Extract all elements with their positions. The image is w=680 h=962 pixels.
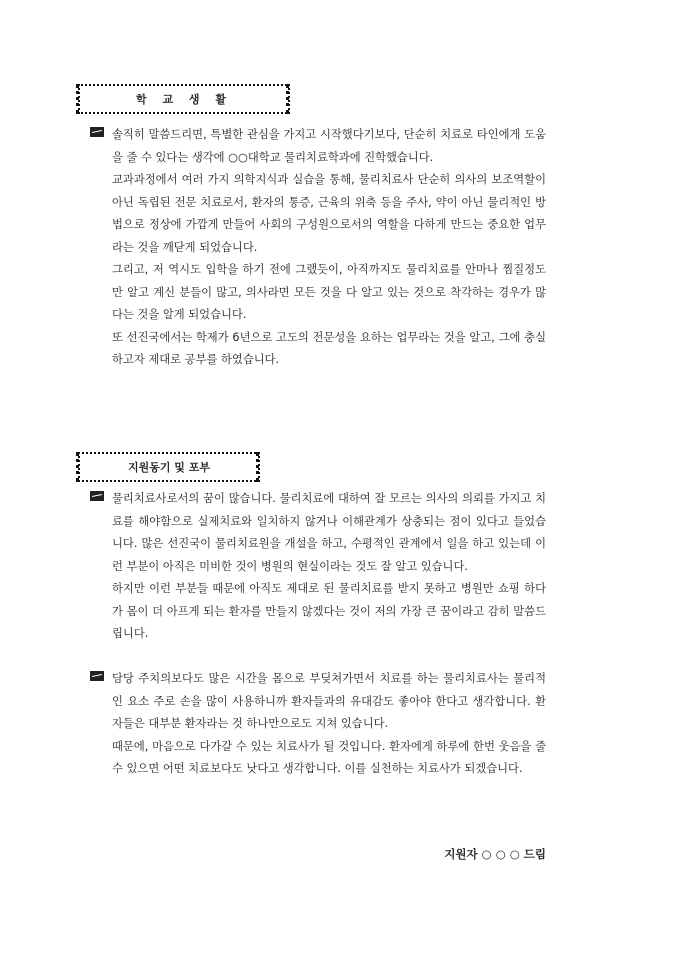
paragraph: 때문에, 마음으로 다가갈 수 있는 치료사가 될 것입니다. 환자에게 하루에 한번 웃음을 줄 수 있으면 어떤 치료보다도 낫다고 생각합니다. 이를 실천하는 치료사가 되겠습니다.	[112, 739, 546, 775]
paragraph: 담당 주치의보다도 많은 시간을 몸으로 부딪쳐가면서 치료를 하는 물리치료사는 물리적인 요소 주로 손을 많이 사용하니까 환자들과의 유대감도 좋아야 한다고 생각합니다. 환자들은 대부분 환자라는 것 하나만으로도 지쳐 있습니다.	[112, 672, 546, 730]
bullet-icon	[90, 671, 104, 681]
section-heading-school-life	[78, 84, 290, 114]
paragraph-group	[112, 668, 546, 781]
bullet-icon	[90, 491, 104, 501]
motivation-block-2	[90, 668, 546, 781]
paragraph: 물리치료사로서의 꿈이 많습니다. 물리치료에 대하여 잘 모르는 의사의 의뢰를 가지고 치료를 해야함으로 실제치료와 일치하지 않거나 이해관계가 상충되는 점이 있다고 들었습니다. 많은 선진국이 물리치료원을 개설을 하고, 수평적인 관계에서 일을 하고 있는데 이런 부분이 아직은 미비한 것이 병원의 현실이라는 것도 잘 알고 있습니다.	[112, 492, 546, 573]
school-life-block	[90, 124, 546, 372]
paragraph: 그리고, 저 역시도 입학을 하기 전에 그랬듯이, 아직까지도 물리치료를 안마나 찜질정도만 알고 계신 분들이 많고, 의사라면 모든 것을 다 알고 있는 것으로 착각하는 경우가 많다는 것을 알게 되었습니다.	[112, 263, 546, 321]
paragraph: 교과과정에서 여러 가지 의학지식과 실습을 통해, 물리치료사 단순히 의사의 보조역할이 아닌 독립된 전문 치료로서, 환자의 통증, 근육의 위축 등을 주사, 약이 아닌 물리적인 방법으로 정상에 가깝게 만들어 사회의 구성원으로서의 역할을 다하게 만드는 중요한 업무라는 것을 깨닫게 되었습니다.	[112, 173, 546, 254]
paragraph: 하지만 이런 부분들 때문에 아직도 제대로 된 물리치료를 받지 못하고 병원만 쇼핑 하다가 몸이 더 아프게 되는 환자를 만들지 않겠다는 것이 저의 가장 큰 꿈이라고 감히 말씀드립니다.	[112, 582, 546, 640]
paragraph: 솔직히 말씀드리면, 특별한 관심을 가지고 시작했다기보다, 단순히 치료로 타인에게 도움을 줄 수 있다는 생각에 ○○대학교 물리치료학과에 진학했습니다.	[112, 128, 546, 164]
paragraph-group	[112, 124, 546, 372]
section-title: 지원동기 및 포부	[127, 461, 211, 474]
paragraph-group	[112, 488, 546, 646]
section-heading-motivation	[78, 452, 260, 482]
signature: 지원자 ○ ○ ○ 드림	[444, 847, 546, 861]
motivation-block-1	[90, 488, 546, 646]
paragraph: 또 선진국에서는 학제가 6년으로 고도의 전문성을 요하는 업무라는 것을 알고, 그에 충실하고자 제대로 공부를 하였습니다.	[112, 330, 546, 366]
bullet-icon	[90, 127, 104, 137]
section-title: 학 교 생 활	[136, 93, 232, 106]
